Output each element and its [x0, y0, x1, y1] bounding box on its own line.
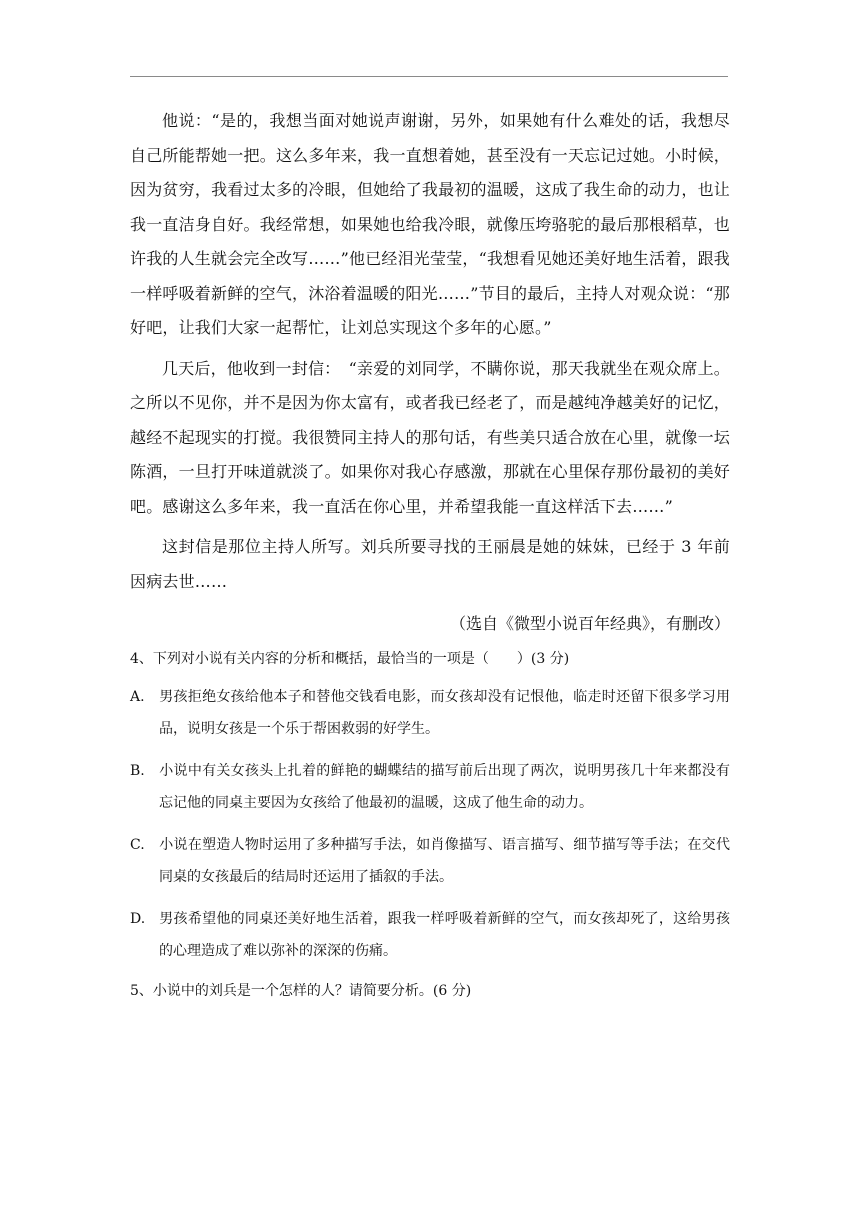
option-d — [130, 903, 730, 967]
option-text: 小说在塑造人物时运用了多种描写手法，如肖像描写、语言描写、细节描写等手法；在交代同桌的女孩最后的结局时还运用了插叙的手法。 — [159, 837, 730, 885]
option-letter: C. — [130, 837, 145, 853]
option-letter: A. — [130, 689, 145, 705]
header-rule — [130, 76, 728, 77]
option-letter: B. — [130, 763, 145, 779]
option-a — [130, 681, 730, 745]
story-paragraph-2: 几天后，他收到一封信： “亲爱的刘同学，不瞒你说，那天我就坐在观众席上。之所以不见你，并不是因为你太富有，或者我已经老了，而是越纯净越美好的记忆，越经不起现实的打搅。我很赞同主持人的那句话，有些美只适合放在心里，就像一坛陈酒，一旦打开味道就淡了。如果你对我心存感激，那就在心里保存那份最初的美好吧。感谢这么多年来，我一直活在你心里，并希望我能一直这样活下去……” — [130, 358, 730, 516]
option-text: 男孩希望他的同桌还美好地生活着，跟我一样呼吸着新鲜的空气，而女孩却死了，这给男孩的心理造成了难以弥补的深深的伤痛。 — [159, 911, 730, 959]
option-letter: D. — [130, 911, 146, 927]
option-b — [130, 755, 730, 819]
option-text: 小说中有关女孩头上扎着的鲜艳的蝴蝶结的描写前后出现了两次，说明男孩几十年来都没有忘记他的同桌主要因为女孩给了他最初的温暖，这成了他生命的动力。 — [159, 763, 730, 811]
source-citation: （选自《微型小说百年经典》，有删改） — [449, 614, 730, 633]
story-paragraph-3: 这封信是那位主持人所写。刘兵所要寻找的王丽晨是她的妹妹，已经于 3 年前因病去世…… — [130, 537, 730, 591]
document-body — [130, 104, 730, 1013]
story-paragraph-1: 他说：“是的，我想当面对她说声谢谢，另外，如果她有什么难处的话，我想尽自己所能帮她一把。这么多年来，我一直想着她，甚至没有一天忘记过她。小时候，因为贫穷，我看过太多的冷眼，但她给了我最初的温暖，这成了我生命的动力，也让我一直洁身自好。我经常想，如果她也给我冷眼，就像压垮骆驼的最后那根稻草，也许我的人生就会完全改写……”他已经泪光莹莹，“我想看见她还美好地生活着，跟我一样呼吸着新鲜的空气，沐浴着温暖的阳光……”节目的最后，主持人对观众说：“那好吧，让我们大家一起帮忙，让刘总实现这个多年的心愿。” — [130, 111, 730, 337]
question-4: 4、下列对小说有关内容的分析和概括，最恰当的一项是（ ）(3 分) — [130, 651, 570, 667]
question-5: 5、小说中的刘兵是一个怎样的人？请简要分析。(6 分) — [130, 983, 472, 999]
option-text: 男孩拒绝女孩给他本子和替他交钱看电影，而女孩却没有记恨他，临走时还留下很多学习用品，说明女孩是一个乐于帮困救弱的好学生。 — [159, 689, 730, 737]
option-c — [130, 829, 730, 893]
